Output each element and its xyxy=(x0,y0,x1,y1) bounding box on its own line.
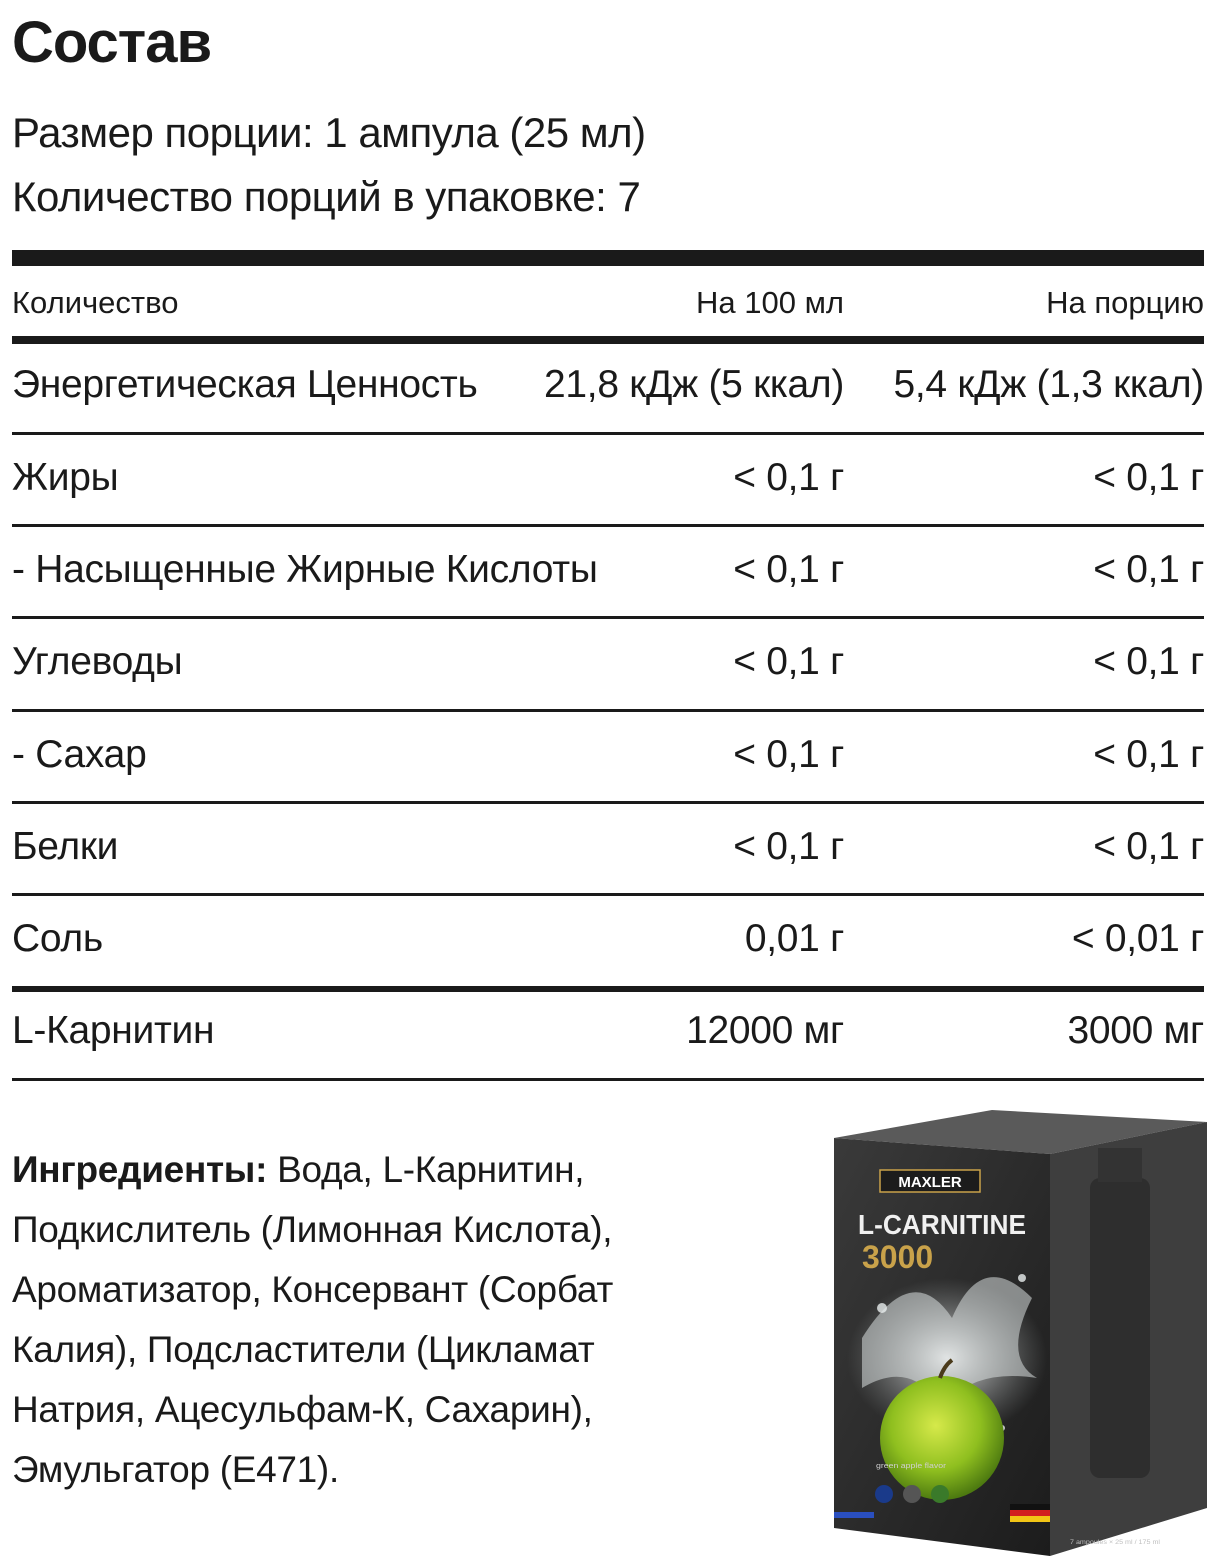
value-per-100ml: < 0,1 г xyxy=(733,640,844,683)
table-row xyxy=(12,548,1204,608)
nutrient-name: L-Карнитин xyxy=(12,1009,215,1052)
product-pack-info: 7 ampoules × 25 ml / 175 ml xyxy=(1070,1540,1160,1546)
page-title: Состав xyxy=(12,10,212,75)
row-divider xyxy=(12,524,1204,527)
servings-count: Количество порций в упаковке: 7 xyxy=(12,173,641,220)
gmp-badge xyxy=(875,1485,893,1503)
nutrient-name: Соль xyxy=(12,917,103,960)
table-header xyxy=(12,285,1204,319)
header-per-100ml: На 100 мл xyxy=(696,285,844,320)
value-per-100ml: < 0,1 г xyxy=(733,548,844,591)
serving-size: Размер порции: 1 ампула (25 мл) xyxy=(12,109,646,156)
row-divider xyxy=(12,432,1204,435)
row-divider xyxy=(12,893,1204,896)
value-per-serving: 5,4 кДж (1,3 ккал) xyxy=(893,363,1204,406)
value-per-serving: < 0,1 г xyxy=(1093,640,1204,683)
header-rule xyxy=(12,336,1204,344)
nutrient-name: Энергетическая Ценность xyxy=(12,363,478,406)
row-divider xyxy=(12,616,1204,619)
nutrient-name: Жиры xyxy=(12,456,119,499)
free-badge xyxy=(903,1485,921,1503)
table-row xyxy=(12,825,1204,885)
nutrient-name: Белки xyxy=(12,825,119,868)
table-row xyxy=(12,1009,1204,1069)
header-per-serving: На порцию xyxy=(1046,285,1204,320)
table-row xyxy=(12,456,1204,516)
value-per-serving: < 0,1 г xyxy=(1093,456,1204,499)
value-per-serving: 3000 мг xyxy=(1067,1009,1204,1052)
value-per-serving: < 0,1 г xyxy=(1093,825,1204,868)
row-divider xyxy=(12,709,1204,712)
value-per-100ml: < 0,1 г xyxy=(733,733,844,776)
ingredients xyxy=(12,1140,712,1500)
table-row xyxy=(12,917,1204,977)
header-quantity: Количество xyxy=(12,285,179,320)
product-flavor: green apple flavor xyxy=(876,1463,947,1470)
value-per-100ml: < 0,1 г xyxy=(733,456,844,499)
value-per-100ml: < 0,1 г xyxy=(733,825,844,868)
table-row xyxy=(12,733,1204,793)
value-per-serving: < 0,01 г xyxy=(1071,917,1204,960)
nutrient-name: - Насыщенные Жирные Кислоты xyxy=(12,548,598,591)
table-bottom-rule xyxy=(12,1078,1204,1081)
vegan-badge xyxy=(931,1485,949,1503)
value-per-100ml: 0,01 г xyxy=(744,917,844,960)
nutrient-name: - Сахар xyxy=(12,733,147,776)
table-top-rule xyxy=(12,250,1204,266)
value-per-serving: < 0,1 г xyxy=(1093,733,1204,776)
product-name: L-CARNITINE xyxy=(858,1209,1026,1240)
table-row xyxy=(12,363,1204,423)
nutrient-name: Углеводы xyxy=(12,640,183,683)
product-brand: MAXLER xyxy=(898,1174,962,1191)
value-per-100ml: 21,8 кДж (5 ккал) xyxy=(544,363,844,406)
ingredients-label: Ингредиенты: xyxy=(12,1149,268,1190)
ingredients-text: Вода, L-Карнитин, Подкислитель (Лимонная Кислота), Ароматизатор, Консервант (Сорбат Калия), Подсластители (Цикламат Натрия, Ацесульфам-К, Сахарин), Эмульгатор (Е471). xyxy=(12,1149,613,1490)
row-divider xyxy=(12,986,1204,992)
product-dose: 3000 xyxy=(862,1239,934,1275)
product-image xyxy=(822,1108,1212,1560)
value-per-100ml: 12000 мг xyxy=(686,1009,844,1052)
row-divider xyxy=(12,801,1204,804)
apple-graphic xyxy=(880,1376,1004,1500)
value-per-serving: < 0,1 г xyxy=(1093,548,1204,591)
table-row xyxy=(12,640,1204,700)
